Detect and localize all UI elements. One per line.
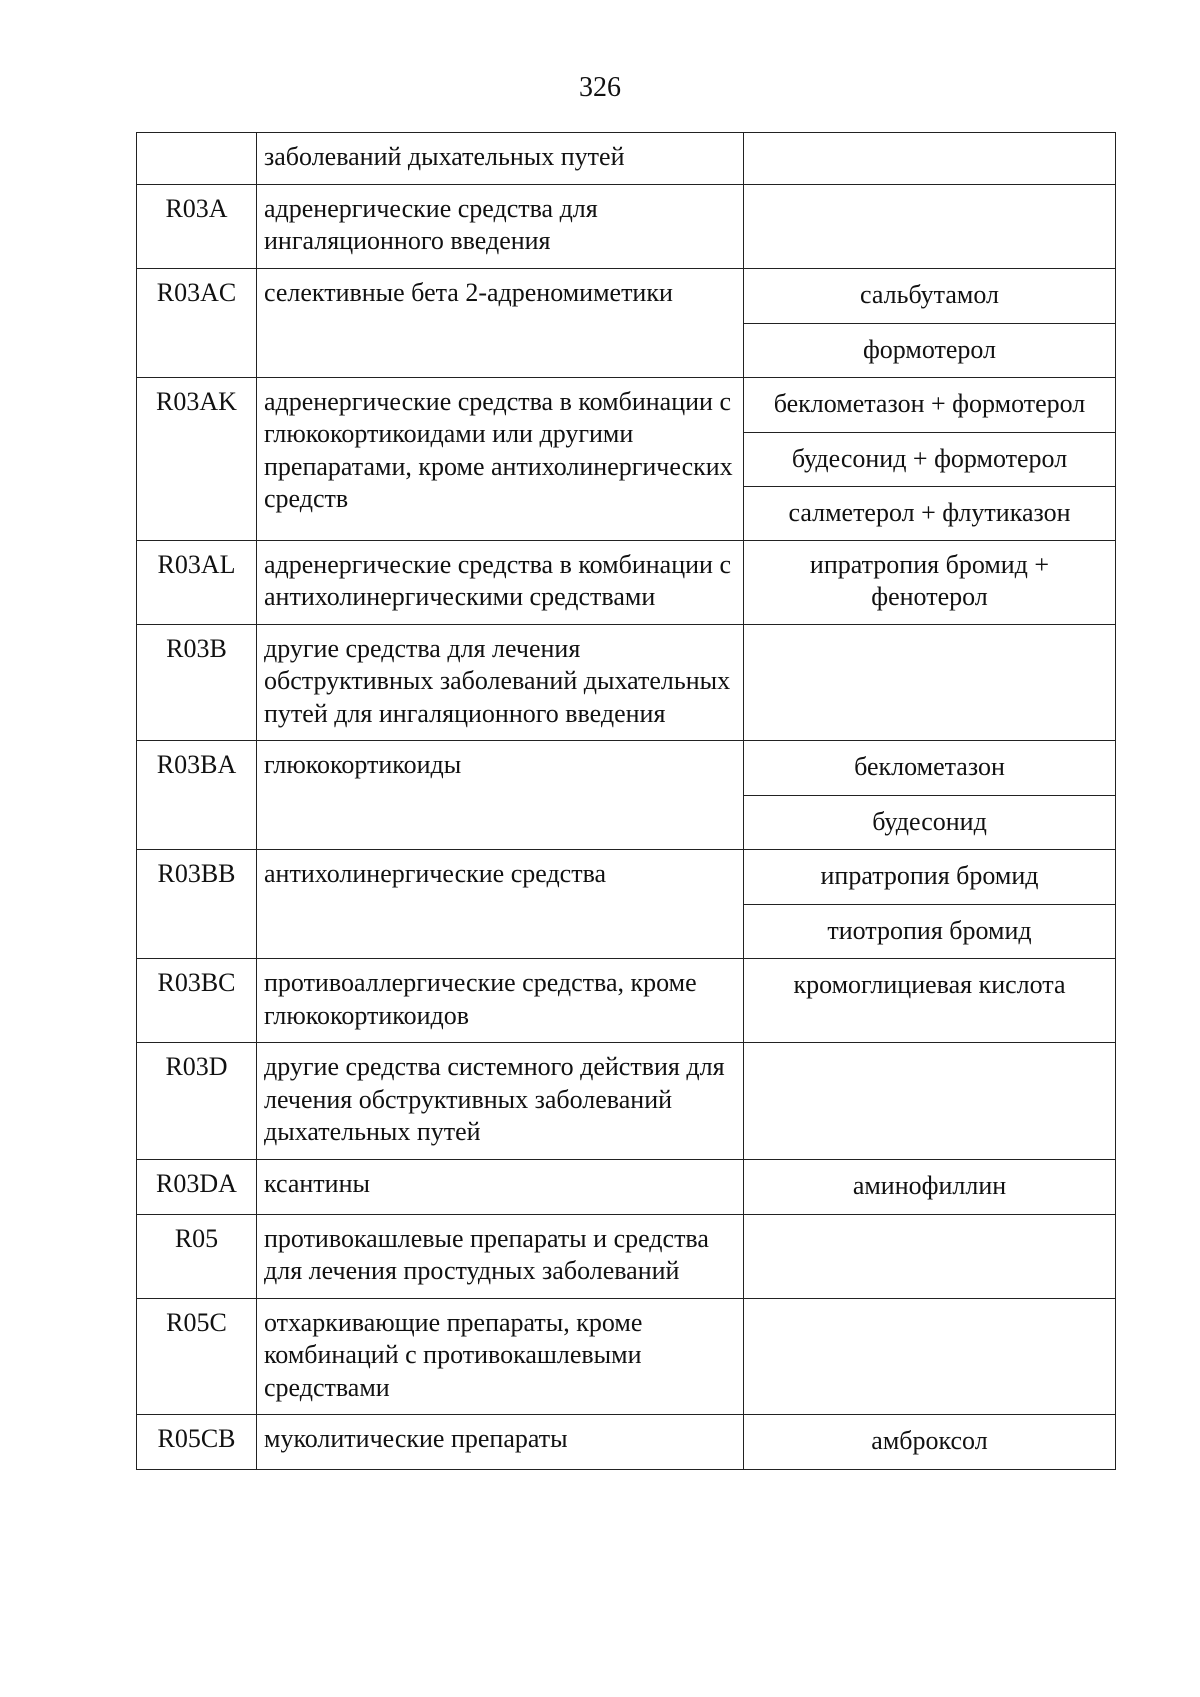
description-cell: адренергические средства в комбинации с антихолинергическими средствами: [257, 540, 744, 624]
drug-cell: [744, 959, 1116, 1043]
atc-code-cell: [137, 133, 257, 185]
atc-code-cell: R03A: [137, 184, 257, 268]
drug-name: аминофиллин: [852, 1170, 1007, 1200]
table-row: [137, 1298, 1116, 1415]
drug-name: ипратропия бромид: [820, 861, 1039, 890]
drug-name: будесонид + формотерол: [744, 432, 1115, 486]
table-row: [137, 268, 1116, 377]
description-cell: глюкокортикоиды: [257, 741, 744, 850]
table-row: [137, 540, 1116, 624]
description-cell: адренергические средства для ингаляционного введения: [257, 184, 744, 268]
description-cell: противокашлевые препараты и средства для лечения простудных заболеваний: [257, 1214, 744, 1298]
table-row: [137, 850, 1116, 959]
table-row: [137, 741, 1116, 850]
drug-cell: [744, 1214, 1116, 1298]
description-cell: заболеваний дыхательных путей: [257, 133, 744, 185]
atc-code-cell: R03D: [137, 1043, 257, 1160]
drug-name: будесонид: [744, 795, 1115, 849]
atc-code-cell: R03AL: [137, 540, 257, 624]
drug-cell: [744, 741, 1116, 850]
drug-cell: [744, 377, 1116, 540]
drug-classification-table: [136, 132, 1116, 1470]
drug-name: формотерол: [744, 323, 1115, 377]
drug-cell: [744, 184, 1116, 268]
table-row: [137, 133, 1116, 185]
drug-cell: [744, 1298, 1116, 1415]
drug-cell: [744, 1159, 1116, 1214]
drug-name: тиотропия бромид: [744, 904, 1115, 958]
atc-code-cell: R03B: [137, 624, 257, 741]
description-cell: селективные бета 2-адреномиметики: [257, 268, 744, 377]
drug-name: салметерол + флутиказон: [744, 486, 1115, 540]
drug-cell: [744, 540, 1116, 624]
atc-code-cell: R05C: [137, 1298, 257, 1415]
table-row: [137, 1415, 1116, 1470]
drug-cell: [744, 1043, 1116, 1160]
atc-code-cell: R05CB: [137, 1415, 257, 1470]
atc-code-cell: R03AK: [137, 377, 257, 540]
table-row: [137, 959, 1116, 1043]
drug-cell: [744, 1415, 1116, 1470]
atc-code-cell: R05: [137, 1214, 257, 1298]
atc-code-cell: R03DA: [137, 1159, 257, 1214]
table-row: [137, 624, 1116, 741]
table-row: [137, 184, 1116, 268]
description-cell: ксантины: [257, 1159, 744, 1214]
drug-cell: [744, 133, 1116, 185]
atc-code-cell: R03AC: [137, 268, 257, 377]
drug-name: амброксол: [871, 1426, 988, 1455]
description-cell: другие средства для лечения обструктивных заболеваний дыхательных путей для ингаляционного введения: [257, 624, 744, 741]
description-cell: муколитические препараты: [257, 1415, 744, 1470]
table-row: [137, 1214, 1116, 1298]
atc-code-cell: R03BA: [137, 741, 257, 850]
description-cell: отхаркивающие препараты, кроме комбинаций с противокашлевыми средствами: [257, 1298, 744, 1415]
table-row: [137, 1043, 1116, 1160]
description-cell: противоаллергические средства, кроме глюкокортикоидов: [257, 959, 744, 1043]
table-row: [137, 377, 1116, 540]
description-cell: антихолинергические средства: [257, 850, 744, 959]
description-cell: другие средства системного действия для лечения обструктивных заболеваний дыхательных путей: [257, 1043, 744, 1160]
drug-cell: [744, 850, 1116, 959]
drug-name: сальбутамол: [859, 279, 999, 309]
drug-cell: [744, 268, 1116, 377]
drug-name: кромоглициевая кислота: [793, 970, 1066, 999]
drug-name: беклометазон: [854, 752, 1005, 781]
drug-cell: [744, 624, 1116, 741]
page-number: 326: [579, 72, 621, 103]
table-row: [137, 1159, 1116, 1214]
description-cell: адренергические средства в комбинации с глюкокортикоидами или другими препаратами, кроме антихолинергических средств: [257, 377, 744, 540]
drug-name: ипратропия бромид + фенотерол: [809, 549, 1050, 611]
drug-name: беклометазон + формотерол: [773, 388, 1086, 418]
atc-code-cell: R03BB: [137, 850, 257, 959]
atc-code-cell: R03BC: [137, 959, 257, 1043]
